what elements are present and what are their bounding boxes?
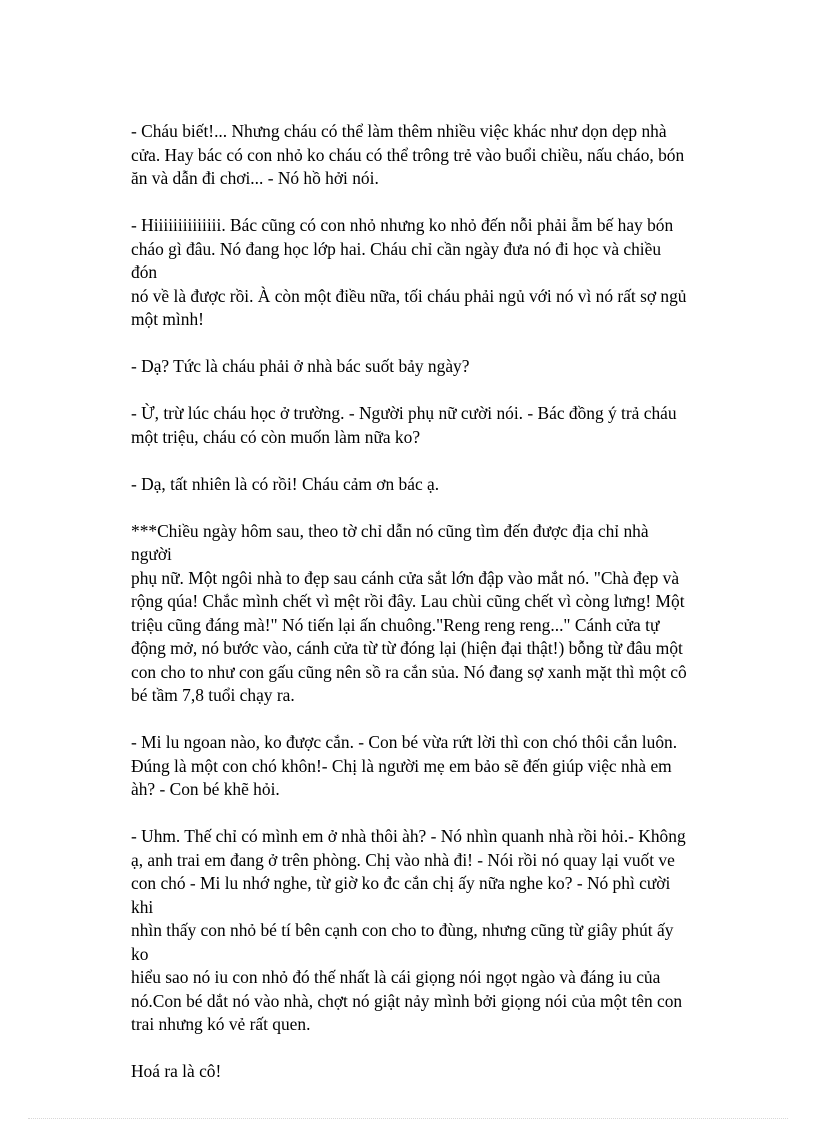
- paragraph-1: - Cháu biết!... Nhưng cháu có thể làm thêm nhiều việc khác như dọn dẹp nhà cửa. Hay bác có con nhỏ ko cháu có thể trông trẻ vào buổi chiều, nấu cháo, bón ăn và dẫn đi chơi... - Nó hồ hởi nói.: [131, 121, 685, 188]
- paragraph-7: - Mi lu ngoan nào, ko được cắn. - Con bé vừa rứt lời thì con chó thôi cắn luôn. Đúng là một con chó khôn!- Chị là người mẹ em bảo sẽ đến giúp việc nhà em àh? - Con bé khẽ hỏi.: [131, 732, 678, 799]
- paragraph-6: ***Chiều ngày hôm sau, theo tờ chỉ dẫn nó cũng tìm đến được địa chỉ nhà người phụ nữ. Một ngôi nhà to đẹp sau cánh cửa sắt lớn đập vào mắt nó. "Chà đẹp và rộng qúa! Chắc mình chết vì mệt rồi đây. Lau chùi cũng chết vì còng lưng! Một triệu cũng đáng mà!" Nó tiến lại ấn chuông."Reng reng reng..." Cánh cửa tự động mở, nó bước vào, cánh cửa từ từ đóng lại (hiện đại thật!) bỗng từ đâu một con cho to như con gấu cũng nên sồ ra cắn sủa. Nó đang sợ xanh mặt thì một cô bé tầm 7,8 tuổi chạy ra.: [131, 520, 687, 705]
- paragraph-3: - Dạ? Tức là cháu phải ở nhà bác suốt bảy ngày?: [131, 356, 470, 376]
- paragraph-9: Hoá ra là cô!: [131, 1061, 222, 1081]
- document-body: [131, 120, 691, 1107]
- paragraph-5: - Dạ, tất nhiên là có rồi! Cháu cảm ơn bác ạ.: [131, 473, 440, 494]
- paragraph-2: - Hiiiiiiiiiiiiii. Bác cũng có con nhỏ nhưng ko nhỏ đến nỗi phải ẵm bế hay bón cháo gì đâu. Nó đang học lớp hai. Cháu chỉ cần ngày đưa nó đi học và chiều đón nó về là được rồi. À còn một điều nữa, tối cháu phải ngủ với nó vì nó rất sợ ngủ một mình!: [131, 215, 687, 329]
- page-bottom-divider: [28, 1118, 788, 1119]
- paragraph-8: - Uhm. Thế chỉ có mình em ở nhà thôi àh? - Nó nhìn quanh nhà rồi hỏi.- Không ạ, anh trai em đang ở trên phòng. Chị vào nhà đi! - Nói rồi nó quay lại vuốt ve con chó - Mi lu nhớ nghe, từ giờ ko đc cắn chị ấy nữa nghe ko? - Nó phì cười khi nhìn thấy con nhỏ bé tí bên cạnh con cho to đùng, nhưng cũng từ giây phút ấy ko hiểu sao nó iu con nhỏ đó thế nhất là cái giọng nói ngọt ngào và đáng iu của nó.Con bé dắt nó vào nhà, chợt nó giật nảy mình bởi giọng nói của một tên con trai nhưng kó vẻ rất quen.: [131, 826, 686, 1034]
- paragraph-4: - Ừ, trừ lúc cháu học ở trường. - Người phụ nữ cười nói. - Bác đồng ý trả cháu một triệu, cháu có còn muốn làm nữa ko?: [131, 403, 677, 447]
